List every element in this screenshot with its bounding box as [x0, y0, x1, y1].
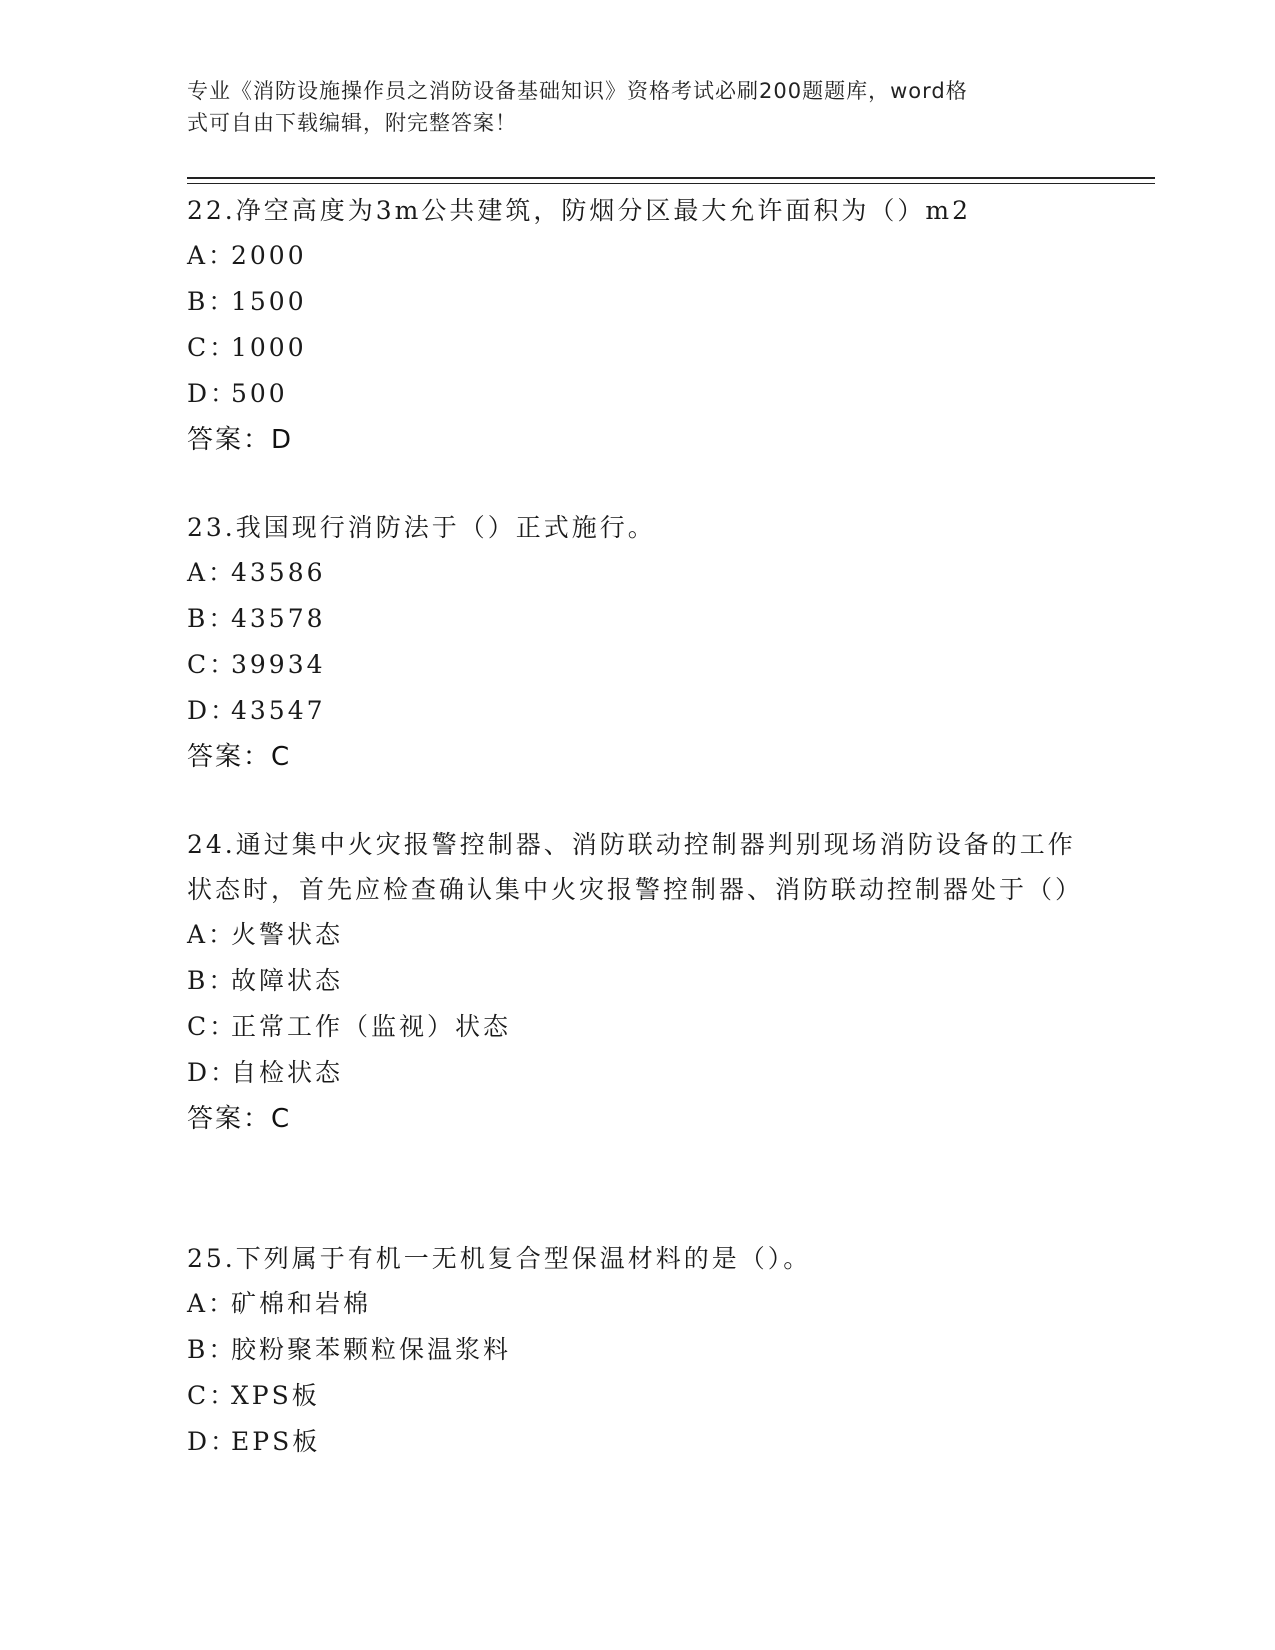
option-letter: B： [187, 604, 237, 633]
option-letter: A： [187, 1289, 237, 1318]
option-d [187, 1419, 1087, 1465]
option-b [187, 1327, 1087, 1373]
option-letter: A： [187, 558, 237, 587]
option-b [187, 958, 1087, 1004]
answer-label: 答案：C [187, 742, 292, 772]
option-letter: D： [187, 379, 239, 408]
option-a [187, 1281, 1087, 1327]
option-letter: B： [187, 966, 237, 995]
header-divider-thick [187, 177, 1155, 179]
option-value: 500 [231, 379, 288, 408]
question-text: 25.下列属于有机一无机复合型保温材料的是（）。 [187, 1244, 812, 1273]
option-b [187, 279, 1087, 325]
question-24 [187, 822, 1087, 1142]
option-letter: C： [187, 1381, 238, 1410]
option-letter: D： [187, 1058, 239, 1087]
option-c [187, 1004, 1087, 1050]
option-d [187, 371, 1087, 417]
option-letter: D： [187, 1427, 239, 1456]
option-value: XPS板 [231, 1381, 320, 1410]
option-b [187, 596, 1087, 642]
option-a [187, 550, 1087, 596]
option-value: EPS板 [231, 1427, 321, 1456]
header-line-2: 式可自由下载编辑，附完整答案！ [187, 111, 517, 135]
option-a [187, 233, 1087, 279]
option-letter: D： [187, 696, 239, 725]
option-letter: C： [187, 333, 238, 362]
answer-label: 答案：C [187, 1104, 292, 1134]
option-c [187, 1373, 1087, 1419]
option-value: 1000 [231, 333, 307, 362]
answer-label: 答案：D [187, 425, 294, 455]
question-text: 22.净空高度为3m公共建筑，防烟分区最大允许面积为（）m2 [187, 196, 971, 225]
option-value: 故障状态 [231, 966, 344, 995]
option-c [187, 642, 1087, 688]
option-value: 43547 [231, 696, 326, 725]
option-c [187, 325, 1087, 371]
option-value: 火警状态 [231, 920, 344, 949]
document-header [187, 75, 1067, 139]
option-a [187, 912, 1087, 958]
question-23 [187, 505, 1087, 780]
option-value: 胶粉聚苯颗粒保温浆料 [231, 1335, 512, 1364]
option-letter: A： [187, 241, 237, 270]
option-value: 自检状态 [231, 1058, 344, 1087]
option-value: 43586 [231, 558, 326, 587]
question-22 [187, 188, 1087, 463]
question-25 [187, 1236, 1087, 1465]
option-letter: C： [187, 650, 238, 679]
question-text: 23.我国现行消防法于（）正式施行。 [187, 513, 656, 542]
option-value: 39934 [231, 650, 326, 679]
header-line-1: 专业《消防设施操作员之消防设备基础知识》资格考试必刷200题题库，word格 [187, 79, 968, 103]
option-letter: B： [187, 1335, 237, 1364]
option-value: 矿棉和岩棉 [231, 1289, 372, 1318]
option-d [187, 1050, 1087, 1096]
question-text: 24.通过集中火灾报警控制器、消防联动控制器判别现场消防设备的工作状态时，首先应检查确认集中火灾报警控制器、消防联动控制器处于（） [187, 830, 1084, 904]
option-value: 1500 [231, 287, 307, 316]
header-divider-thin [187, 183, 1155, 184]
option-d [187, 688, 1087, 734]
option-letter: A： [187, 920, 237, 949]
option-value: 43578 [231, 604, 326, 633]
option-letter: C： [187, 1012, 238, 1041]
option-letter: B： [187, 287, 237, 316]
option-value: 2000 [231, 241, 307, 270]
option-value: 正常工作（监视）状态 [231, 1012, 512, 1041]
